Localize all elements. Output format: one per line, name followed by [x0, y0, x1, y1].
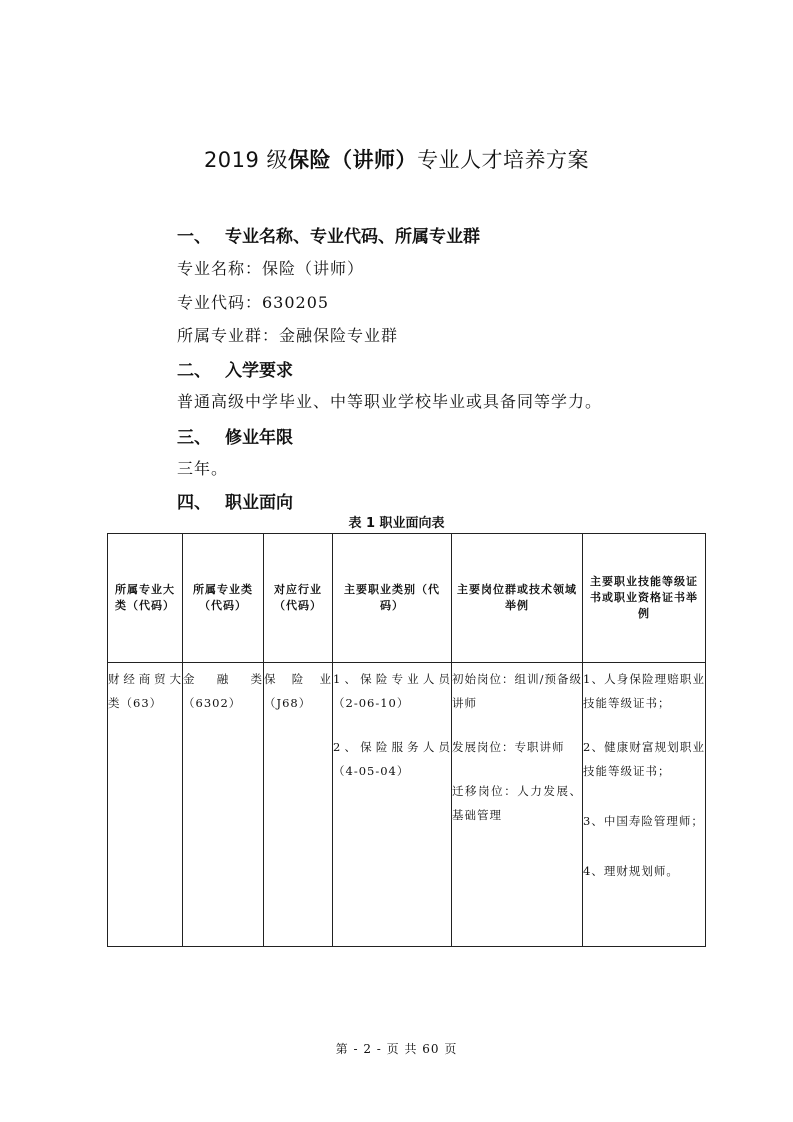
title-year: 2019 级: [203, 148, 289, 172]
page-title: [0, 144, 793, 174]
job-orientation-table: [107, 533, 706, 947]
section-number: 四、: [177, 493, 211, 513]
header-industry: 对应行业（代码）: [264, 534, 333, 663]
admission-text: 普通高级中学毕业、中等职业学校毕业或具备同等学力。: [177, 392, 603, 411]
header-positions: 主要岗位群或技术领域举例: [452, 534, 583, 663]
certificate-item: 4、理财规划师。: [583, 864, 679, 878]
section-heading-2: [177, 356, 293, 381]
header-certificates: 主要职业技能等级证书或职业资格证书举例: [583, 534, 706, 663]
cell-occupations: [333, 663, 452, 947]
section-number: 一、: [177, 227, 211, 247]
page-footer: 第 - 2 - 页 共 60 页: [335, 1042, 458, 1056]
major-code-line: 专业代码：630205: [177, 293, 330, 312]
position-item: 初始岗位：组训/预备级讲师: [452, 672, 582, 710]
title-suffix: 专业人才培养方案: [417, 148, 590, 172]
header-major-class: 所属专业类（代码）: [183, 534, 264, 663]
cell-positions: [452, 663, 583, 947]
section-number: 三、: [177, 428, 211, 448]
certificate-item: 2、健康财富规划职业技能等级证书；: [583, 740, 705, 778]
position-item: 发展岗位：专职讲师: [452, 740, 565, 754]
cell-major-category: 财经商贸大类（63）: [108, 663, 183, 947]
section-heading-3: [177, 423, 293, 448]
spacer: [452, 715, 582, 735]
section-title: 专业名称、专业代码、所属专业群: [225, 227, 480, 247]
section-heading-4: [177, 488, 293, 513]
section-title: 入学要求: [225, 361, 293, 381]
certificate-item: 1、人身保险理赔职业技能等级证书；: [583, 672, 705, 710]
major-group-line: 所属专业群：金融保险专业群: [177, 326, 399, 345]
section-title: 职业面向: [225, 493, 293, 513]
spacer: [452, 759, 582, 779]
major-name-line: 专业名称：保险（讲师）: [177, 259, 365, 278]
title-major: 保险（讲师）: [288, 148, 418, 172]
spacer: [333, 715, 451, 735]
header-occupation: 主要职业类别（代码）: [333, 534, 452, 663]
spacer: [583, 783, 705, 809]
certificate-item: 3、中国寿险管理师；: [583, 814, 704, 828]
spacer: [583, 715, 705, 735]
cell-major-class: 金 融 类（6302）: [183, 663, 264, 947]
section-heading-1: [177, 222, 480, 247]
cell-industry: 保 险 业（J68）: [264, 663, 333, 947]
duration-text: 三年。: [177, 459, 229, 478]
cell-certificates: [583, 663, 706, 947]
occupation-item: 1、保险专业人员（2-06-10）: [333, 672, 451, 710]
table-caption: 表 1 职业面向表: [348, 516, 445, 531]
occupation-item: 2、保险服务人员（4-05-04）: [333, 740, 451, 778]
header-major-category: 所属专业大类（代码）: [108, 534, 183, 663]
table-header-row: [108, 534, 706, 663]
section-title: 修业年限: [225, 428, 293, 448]
table-row: [108, 663, 706, 947]
section-number: 二、: [177, 361, 211, 381]
spacer: [583, 833, 705, 859]
position-item: 迁移岗位：人力发展、基础管理: [452, 784, 582, 822]
